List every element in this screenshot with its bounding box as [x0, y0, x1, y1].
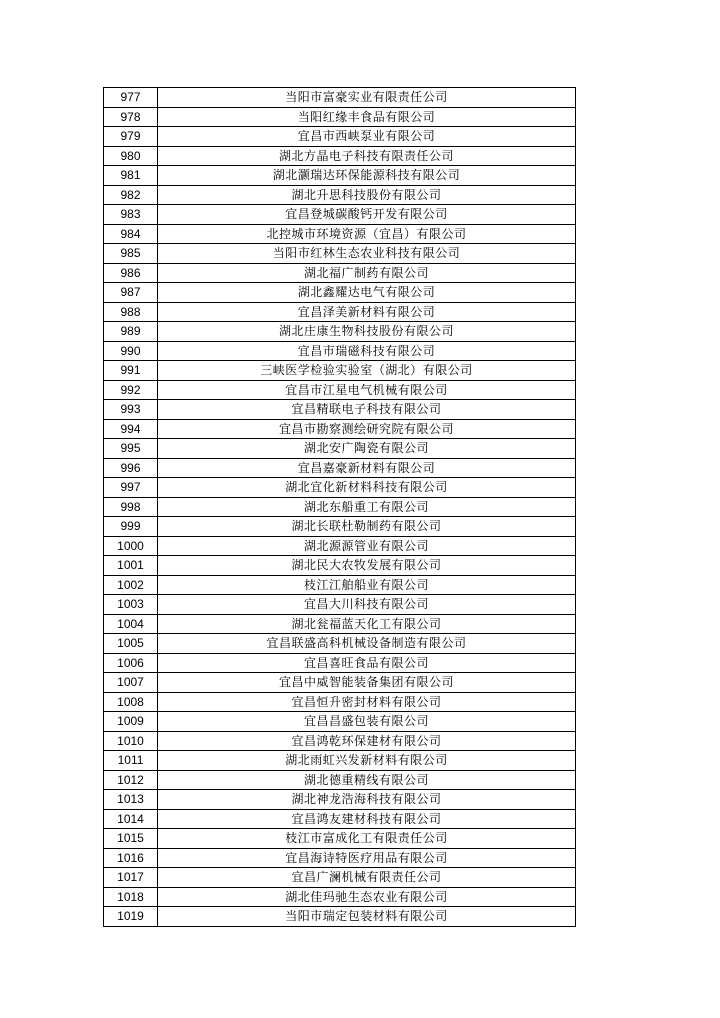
row-number-cell: 981: [104, 166, 158, 186]
company-name-cell: 湖北灏瑞达环保能源科技有限公司: [158, 166, 576, 186]
company-name-cell: 宜昌鸿乾环保建材有限公司: [158, 731, 576, 751]
company-name-cell: 湖北安广陶瓷有限公司: [158, 439, 576, 459]
table-row: [104, 673, 576, 693]
table-row: [104, 224, 576, 244]
table-row: [104, 419, 576, 439]
table-row: [104, 848, 576, 868]
table-row: [104, 887, 576, 907]
company-name-cell: 宜昌联盛高科机械设备制造有限公司: [158, 634, 576, 654]
company-name-cell: 宜昌喜旺食品有限公司: [158, 653, 576, 673]
table-row: [104, 809, 576, 829]
company-name-cell: 宜昌嘉豪新材料有限公司: [158, 458, 576, 478]
table-row: [104, 205, 576, 225]
row-number-cell: 1010: [104, 731, 158, 751]
company-name-cell: 当阳红缘丰食品有限公司: [158, 107, 576, 127]
row-number-cell: 1015: [104, 829, 158, 849]
row-number-cell: 979: [104, 127, 158, 147]
row-number-cell: 995: [104, 439, 158, 459]
row-number-cell: 988: [104, 302, 158, 322]
row-number-cell: 1005: [104, 634, 158, 654]
table-row: [104, 770, 576, 790]
company-name-cell: 宜昌登城碳酸钙开发有限公司: [158, 205, 576, 225]
company-name-cell: 湖北瓮福蓝天化工有限公司: [158, 614, 576, 634]
company-name-cell: 湖北长联杜勒制药有限公司: [158, 517, 576, 537]
company-name-cell: 宜昌中威智能装备集团有限公司: [158, 673, 576, 693]
table-row: [104, 107, 576, 127]
company-name-cell: 宜昌市勘察测绘研究院有限公司: [158, 419, 576, 439]
table-row: [104, 517, 576, 537]
table-row: [104, 380, 576, 400]
table-row: [104, 692, 576, 712]
row-number-cell: 984: [104, 224, 158, 244]
table-row: [104, 341, 576, 361]
row-number-cell: 1009: [104, 712, 158, 732]
row-number-cell: 1016: [104, 848, 158, 868]
company-name-cell: 湖北庄康生物科技股份有限公司: [158, 322, 576, 342]
row-number-cell: 989: [104, 322, 158, 342]
row-number-cell: 977: [104, 88, 158, 108]
table-row: [104, 146, 576, 166]
row-number-cell: 1018: [104, 887, 158, 907]
company-name-cell: 湖北鑫耀达电气有限公司: [158, 283, 576, 303]
table-row: [104, 400, 576, 420]
table-row: [104, 575, 576, 595]
table-row: [104, 458, 576, 478]
row-number-cell: 993: [104, 400, 158, 420]
table-row: [104, 244, 576, 264]
row-number-cell: 1007: [104, 673, 158, 693]
row-number-cell: 1004: [104, 614, 158, 634]
table-row: [104, 283, 576, 303]
row-number-cell: 996: [104, 458, 158, 478]
company-name-cell: 湖北雨虹兴发新材料有限公司: [158, 751, 576, 771]
company-name-cell: 宜昌泽美新材料有限公司: [158, 302, 576, 322]
table-row: [104, 166, 576, 186]
row-number-cell: 1003: [104, 595, 158, 615]
row-number-cell: 987: [104, 283, 158, 303]
company-name-cell: 当阳市瑞定包装材料有限公司: [158, 907, 576, 927]
table-row: [104, 127, 576, 147]
company-name-cell: 湖北神龙浩海科技有限公司: [158, 790, 576, 810]
table-row: [104, 497, 576, 517]
company-list-table: [103, 87, 576, 927]
row-number-cell: 982: [104, 185, 158, 205]
row-number-cell: 990: [104, 341, 158, 361]
company-name-cell: 枝江江舶船业有限公司: [158, 575, 576, 595]
company-name-cell: 宜昌大川科技有限公司: [158, 595, 576, 615]
row-number-cell: 991: [104, 361, 158, 381]
company-name-cell: 宜昌昌盛包装有限公司: [158, 712, 576, 732]
row-number-cell: 1011: [104, 751, 158, 771]
table-row: [104, 536, 576, 556]
table-row: [104, 439, 576, 459]
table-row: [104, 712, 576, 732]
company-name-cell: 宜昌鸿友建材科技有限公司: [158, 809, 576, 829]
table-row: [104, 731, 576, 751]
company-name-cell: 枝江市富成化工有限责任公司: [158, 829, 576, 849]
row-number-cell: 978: [104, 107, 158, 127]
company-name-cell: 宜昌海诗特医疗用品有限公司: [158, 848, 576, 868]
row-number-cell: 997: [104, 478, 158, 498]
row-number-cell: 1013: [104, 790, 158, 810]
company-name-cell: 宜昌广澜机械有限责任公司: [158, 868, 576, 888]
company-name-cell: 湖北德重精线有限公司: [158, 770, 576, 790]
company-name-cell: 宜昌恒升密封材料有限公司: [158, 692, 576, 712]
company-name-cell: 湖北宜化新材料科技有限公司: [158, 478, 576, 498]
row-number-cell: 985: [104, 244, 158, 264]
company-name-cell: 三峡医学检验实验室（湖北）有限公司: [158, 361, 576, 381]
row-number-cell: 999: [104, 517, 158, 537]
company-name-cell: 当阳市富豪实业有限责任公司: [158, 88, 576, 108]
row-number-cell: 1017: [104, 868, 158, 888]
company-name-cell: 宜昌市江星电气机械有限公司: [158, 380, 576, 400]
company-name-cell: 宜昌精联电子科技有限公司: [158, 400, 576, 420]
company-name-cell: 湖北民大农牧发展有限公司: [158, 556, 576, 576]
table-row: [104, 478, 576, 498]
row-number-cell: 980: [104, 146, 158, 166]
table-row: [104, 361, 576, 381]
row-number-cell: 998: [104, 497, 158, 517]
table-row: [104, 868, 576, 888]
table-row: [104, 790, 576, 810]
table-row: [104, 302, 576, 322]
table-row: [104, 614, 576, 634]
row-number-cell: 1012: [104, 770, 158, 790]
row-number-cell: 983: [104, 205, 158, 225]
table-row: [104, 322, 576, 342]
table-row: [104, 653, 576, 673]
row-number-cell: 1006: [104, 653, 158, 673]
table-row: [104, 751, 576, 771]
company-list-body: [104, 88, 576, 927]
company-name-cell: 湖北源源管业有限公司: [158, 536, 576, 556]
company-name-cell: 湖北升思科技股份有限公司: [158, 185, 576, 205]
company-name-cell: 北控城市环境资源（宜昌）有限公司: [158, 224, 576, 244]
row-number-cell: 1000: [104, 536, 158, 556]
table-row: [104, 634, 576, 654]
table-row: [104, 263, 576, 283]
row-number-cell: 1019: [104, 907, 158, 927]
row-number-cell: 1008: [104, 692, 158, 712]
table-row: [104, 595, 576, 615]
company-name-cell: 湖北方晶电子科技有限责任公司: [158, 146, 576, 166]
row-number-cell: 994: [104, 419, 158, 439]
company-name-cell: 湖北福广制药有限公司: [158, 263, 576, 283]
row-number-cell: 1014: [104, 809, 158, 829]
row-number-cell: 992: [104, 380, 158, 400]
company-name-cell: 宜昌市西峡泵业有限公司: [158, 127, 576, 147]
row-number-cell: 986: [104, 263, 158, 283]
company-name-cell: 宜昌市瑞磁科技有限公司: [158, 341, 576, 361]
table-row: [104, 88, 576, 108]
table-row: [104, 556, 576, 576]
company-name-cell: 当阳市红林生态农业科技有限公司: [158, 244, 576, 264]
table-row: [104, 829, 576, 849]
company-name-cell: 湖北佳玛驰生态农业有限公司: [158, 887, 576, 907]
table-row: [104, 907, 576, 927]
table-row: [104, 185, 576, 205]
row-number-cell: 1001: [104, 556, 158, 576]
company-name-cell: 湖北东船重工有限公司: [158, 497, 576, 517]
row-number-cell: 1002: [104, 575, 158, 595]
